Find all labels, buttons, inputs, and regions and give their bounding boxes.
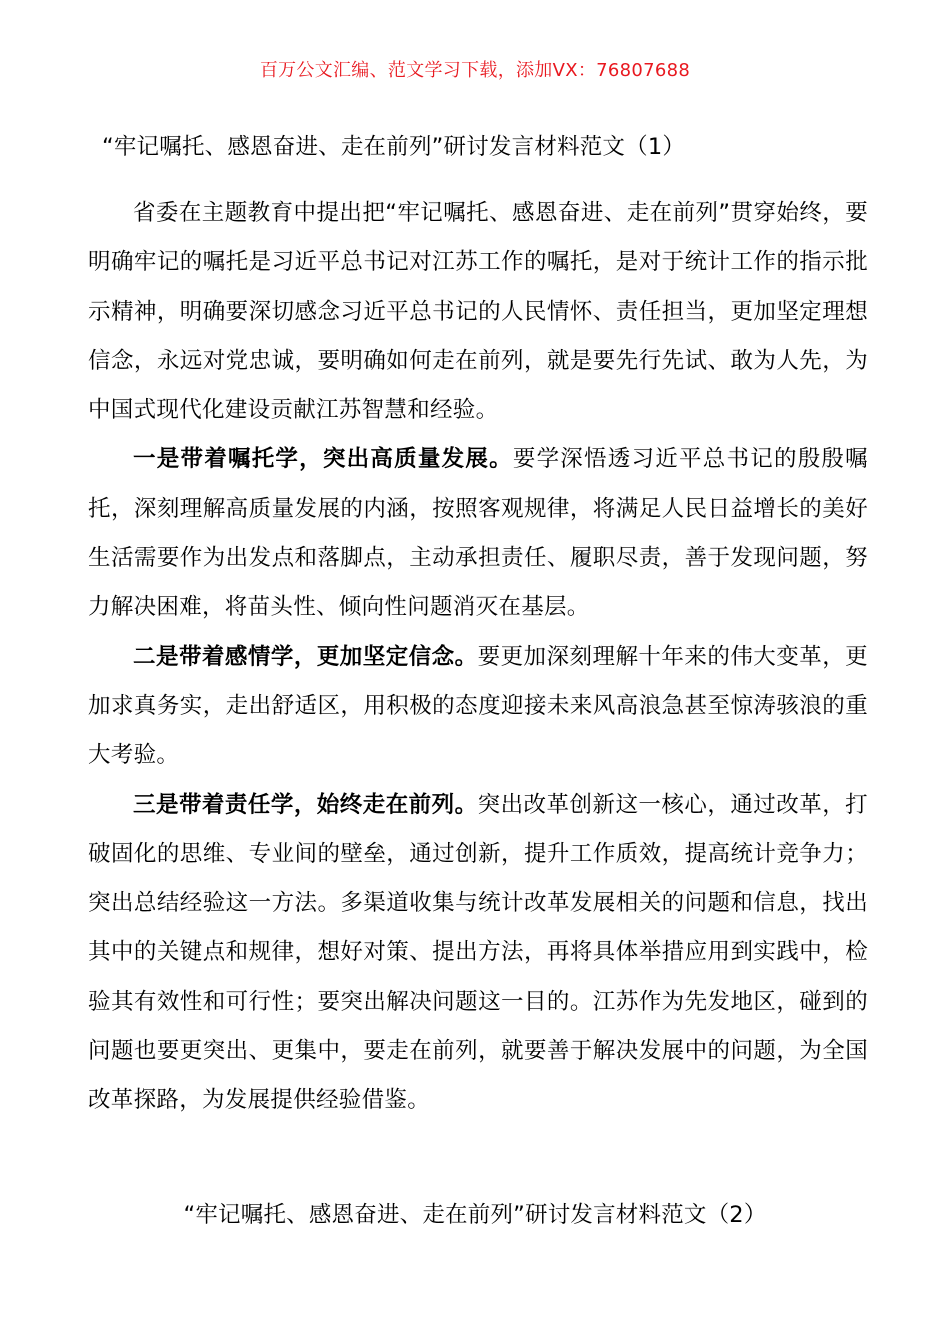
paragraph-point-1-text: 要学深悟透习近平总书记的殷殷嘱托，深刻理解高质量发展的内涵，按照客观规律，将满足人民日益增长的美好生活需要作为出发点和落脚点，主动承担责任、履职尽责，善于发现问题，努力解决困难，将苗头性、倾向性问题消灭在基层。 <box>88 446 868 621</box>
paragraph-intro <box>88 189 868 435</box>
paragraph-point-3-text: 突出改革创新这一核心，通过改革，打破固化的思维、专业间的壁垒，通过创新，提升工作质效，提高统计竞争力；突出总结经验这一方法。多渠道收集与统计改革发展相关的问题和信息，找出其中的关键点和规律，想好对策、提出方法，再将具体举措应用到实践中，检验其有效性和可行性；要突出解决问题这一目的。江苏作为先发地区，碰到的问题也要更突出、更集中，要走在前列，就要善于解决发展中的问题，为全国改革探路，为发展提供经验借鉴。 <box>88 791 868 1114</box>
paragraph-point-1 <box>88 435 868 632</box>
document-title-1: “牢记嘱托、感恩奋进、走在前列”研讨发言材料范文（1） <box>102 134 686 160</box>
paragraph-point-2-lead: 二是带着感情学，更加坚定信念。 <box>133 643 478 670</box>
paragraph-point-3-lead: 三是带着责任学，始终走在前列。 <box>133 791 478 818</box>
watermark-header: 百万公文汇编、范文学习下载，添加VX：76807688 <box>259 60 691 81</box>
document-title-2: “牢记嘱托、感恩奋进、走在前列”研讨发言材料范文（2） <box>183 1202 767 1228</box>
paragraph-point-2 <box>88 633 868 781</box>
paragraph-point-1-lead: 一是带着嘱托学，突出高质量发展。 <box>133 446 513 473</box>
paragraph-point-3 <box>88 781 868 1126</box>
document-body <box>88 189 868 1126</box>
paragraph-point-2-text: 要更加深刻理解十年来的伟大变革，更加求真务实，走出舒适区，用积极的态度迎接未来风高浪急甚至惊涛骇浪的重大考验。 <box>88 643 868 769</box>
paragraph-intro-text: 省委在主题教育中提出把“牢记嘱托、感恩奋进、走在前列”贯穿始终，要明确牢记的嘱托是习近平总书记对江苏工作的嘱托，是对于统计工作的指示批示精神，明确要深切感念习近平总书记的人民情怀、责任担当，更加坚定理想信念，永远对党忠诚，要明确如何走在前列，就是要先行先试、敢为人先，为中国式现代化建设贡献江苏智慧和经验。 <box>88 200 868 424</box>
